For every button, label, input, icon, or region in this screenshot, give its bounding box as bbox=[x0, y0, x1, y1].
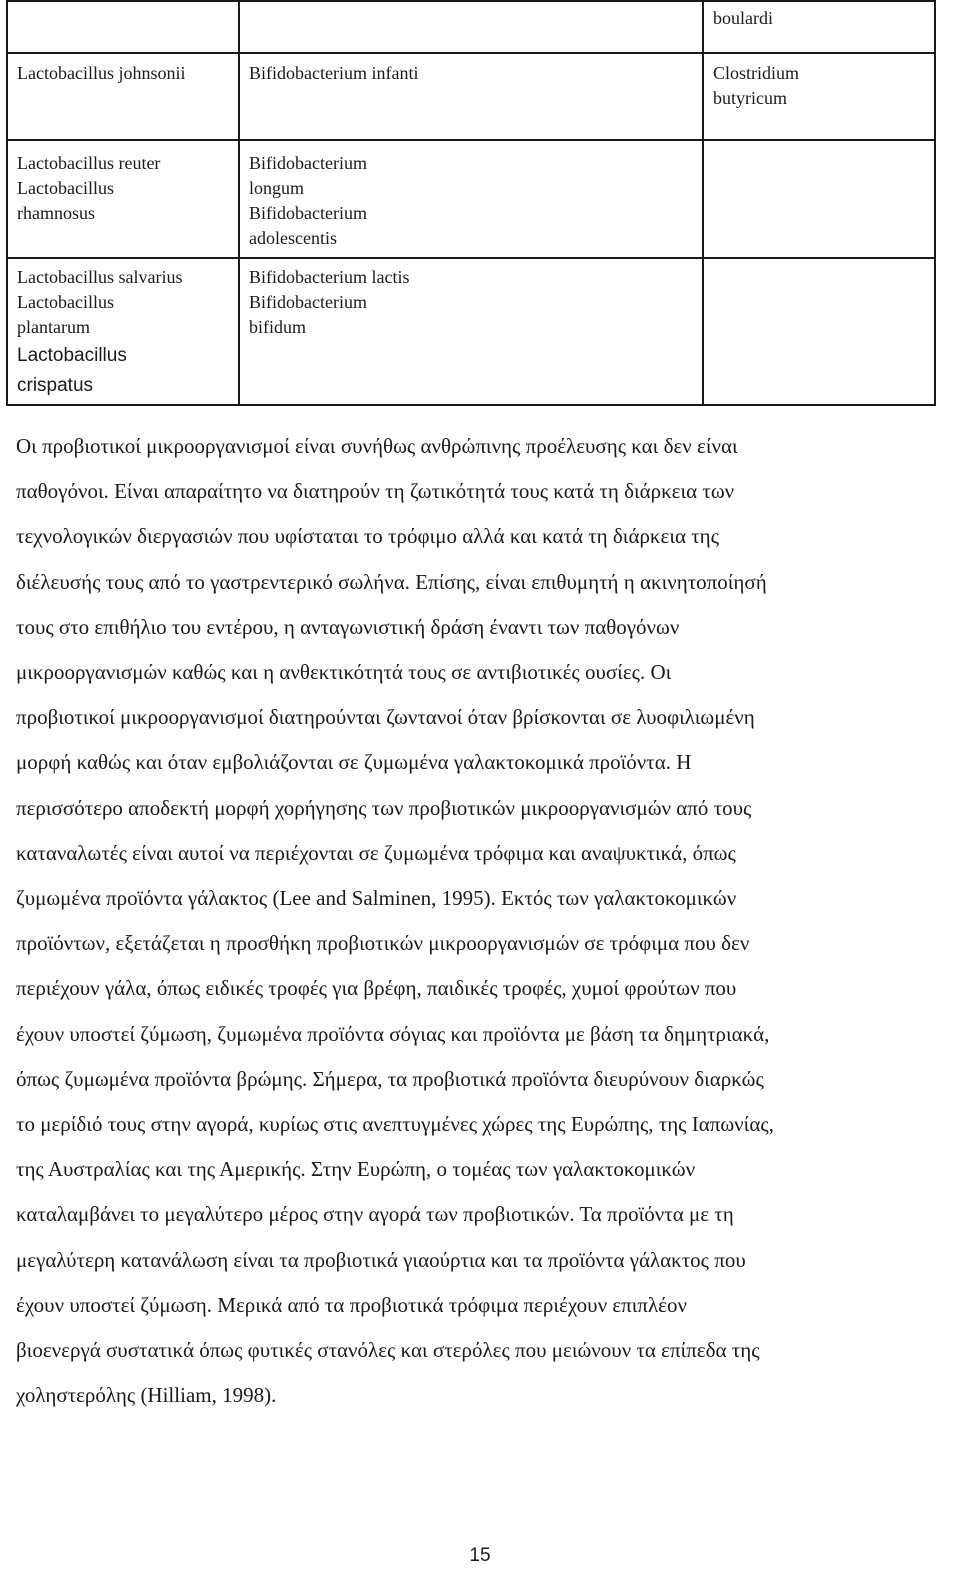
species-name-line: rhamnosus bbox=[17, 203, 95, 223]
paragraph-line: καταναλωτές είναι αυτοί να περιέχονται σε ζυμωμένα τρόφιμα και αναψυκτικά, όπως bbox=[16, 840, 736, 865]
table-row bbox=[7, 140, 935, 258]
paragraph-line: τεχνολογικών διεργασιών που υφίσταται το τρόφιμο αλλά και κατά τη διάρκεια της bbox=[16, 524, 719, 549]
species-name-line: Bifidobacterium lactis bbox=[249, 267, 410, 287]
paragraph-line: Οι προβιοτικοί μικροοργανισμοί είναι συνήθως ανθρώπινης προέλευσης και δεν είναι bbox=[16, 434, 738, 458]
table-cell bbox=[703, 140, 935, 258]
paragraph-line: έχουν υποστεί ζύμωση, ζυμωμένα προϊόντα σόγιας και προϊόντα με βάση τα δημητριακά, bbox=[16, 1021, 770, 1046]
species-name-line: Lactobacillus bbox=[17, 178, 114, 198]
species-name-line: Lactobacillus reuter bbox=[17, 153, 161, 173]
species-name-line: adolescentis bbox=[249, 228, 337, 248]
species-name-line: Bifidobacterium infanti bbox=[249, 63, 419, 83]
table-cell bbox=[239, 1, 703, 53]
paragraph-line: έχουν υποστεί ζύμωση. Μερικά από τα προβιοτικά τρόφιμα περιέχουν επιπλέον bbox=[16, 1292, 687, 1317]
table-row bbox=[7, 1, 935, 53]
body-paragraph bbox=[16, 424, 948, 1418]
species-name-line: Bifidobacterium bbox=[249, 203, 367, 223]
paragraph-line: όπως ζυμωμένα προϊόντα βρώμης. Σήμερα, τα προβιοτικά προϊόντα διευρύνουν διαρκώς bbox=[16, 1066, 764, 1091]
table-body bbox=[7, 1, 935, 405]
table-cell bbox=[703, 258, 935, 405]
species-name-line: bifidum bbox=[249, 317, 306, 337]
paragraph-line: καταλαμβάνει το μεγαλύτερο μέρος στην αγορά των προβιοτικών. Τα προϊόντα με τη bbox=[16, 1202, 734, 1227]
table-row bbox=[7, 258, 935, 405]
species-name-line: Lactobacillus bbox=[17, 345, 127, 366]
paragraph-line: μεγαλύτερη κατανάλωση είναι τα προβιοτικά γιαούρτια και τα προϊόντα γάλακτος που bbox=[16, 1247, 746, 1272]
species-name-line: Lactobacillus johnsonii bbox=[17, 63, 186, 83]
paragraph-line: μορφή καθώς και όταν εμβολιάζονται σε ζυμωμένα γαλακτοκομικά προϊόντα. Η bbox=[16, 750, 692, 775]
table-cell bbox=[239, 140, 703, 258]
species-name-line: crispatus bbox=[17, 375, 94, 396]
table-cell bbox=[7, 258, 239, 405]
paragraph-line: περιέχουν γάλα, όπως ειδικές τροφές για βρέφη, παιδικές τροφές, χυμοί φρούτων που bbox=[16, 976, 737, 1001]
paragraph-line: διέλευσής τους από το γαστρεντερικό σωλήνα. Επίσης, είναι επιθυμητή η ακινητοποίησή bbox=[16, 569, 767, 594]
species-name-line: plantarum bbox=[17, 317, 90, 337]
paragraph-line: περισσότερο αποδεκτή μορφή χορήγησης των προβιοτικών μικροοργανισμών από τους bbox=[16, 795, 752, 820]
paragraph-line: προβιοτικοί μικροοργανισμοί διατηρούνται ζωντανοί όταν βρίσκονται σε λυοφιλιωμένη bbox=[16, 705, 755, 730]
species-name-line: Clostridium bbox=[713, 63, 800, 83]
page-number: 15 bbox=[469, 1545, 491, 1566]
paragraph-line: ζυμωμένα προϊόντα γάλακτος (Lee and Salminen, 1995). Εκτός των γαλακτοκομικών bbox=[16, 886, 737, 911]
table-cell bbox=[703, 1, 935, 53]
paragraph-line: μικροοργανισμών καθώς και η ανθεκτικότητά τους σε αντιβιοτικές ουσίες. Οι bbox=[16, 660, 672, 685]
table-cell bbox=[703, 53, 935, 140]
table-cell bbox=[7, 53, 239, 140]
paragraph-line: το μερίδιό τους στην αγορά, κυρίως στις ανεπτυγμένες χώρες της Ευρώπης, της Ιαπωνίας, bbox=[16, 1112, 774, 1137]
table-cell bbox=[7, 1, 239, 53]
species-name-line: Bifidobacterium bbox=[249, 292, 367, 312]
paragraph-line: της Αυστραλίας και της Αμερικής. Στην Ευρώπη, ο τομέας των γαλακτοκομικών bbox=[16, 1157, 696, 1182]
paragraph-line: βιοενεργά συστατικά όπως φυτικές στανόλες και στερόλες που μειώνουν τα επίπεδα της bbox=[16, 1338, 760, 1363]
species-name-line: butyricum bbox=[713, 88, 787, 108]
table-cell bbox=[7, 140, 239, 258]
table-cell bbox=[239, 258, 703, 405]
paragraph-line: παθογόνοι. Είναι απαραίτητο να διατηρούν τη ζωτικότητά τους κατά τη διάρκεια των bbox=[16, 479, 735, 504]
table-row bbox=[7, 53, 935, 140]
species-name-line: Lactobacillus salvarius bbox=[17, 267, 183, 287]
paragraph-line: τους στο επιθήλιο του εντέρου, η ανταγωνιστική δράση έναντι των παθογόνων bbox=[16, 614, 680, 639]
species-name-line: Lactobacillus bbox=[17, 292, 114, 312]
species-name-line: longum bbox=[249, 178, 305, 198]
table-cell bbox=[239, 53, 703, 140]
species-name-line: boulardi bbox=[713, 8, 773, 28]
paragraph-line: προϊόντων, εξετάζεται η προσθήκη προβιοτικών μικροοργανισμών σε τρόφιμα που δεν bbox=[16, 931, 750, 956]
species-name-line: Bifidobacterium bbox=[249, 153, 367, 173]
probiotic-species-table bbox=[6, 0, 936, 406]
paragraph-line: χοληστερόλης (Hilliam, 1998). bbox=[16, 1383, 277, 1408]
